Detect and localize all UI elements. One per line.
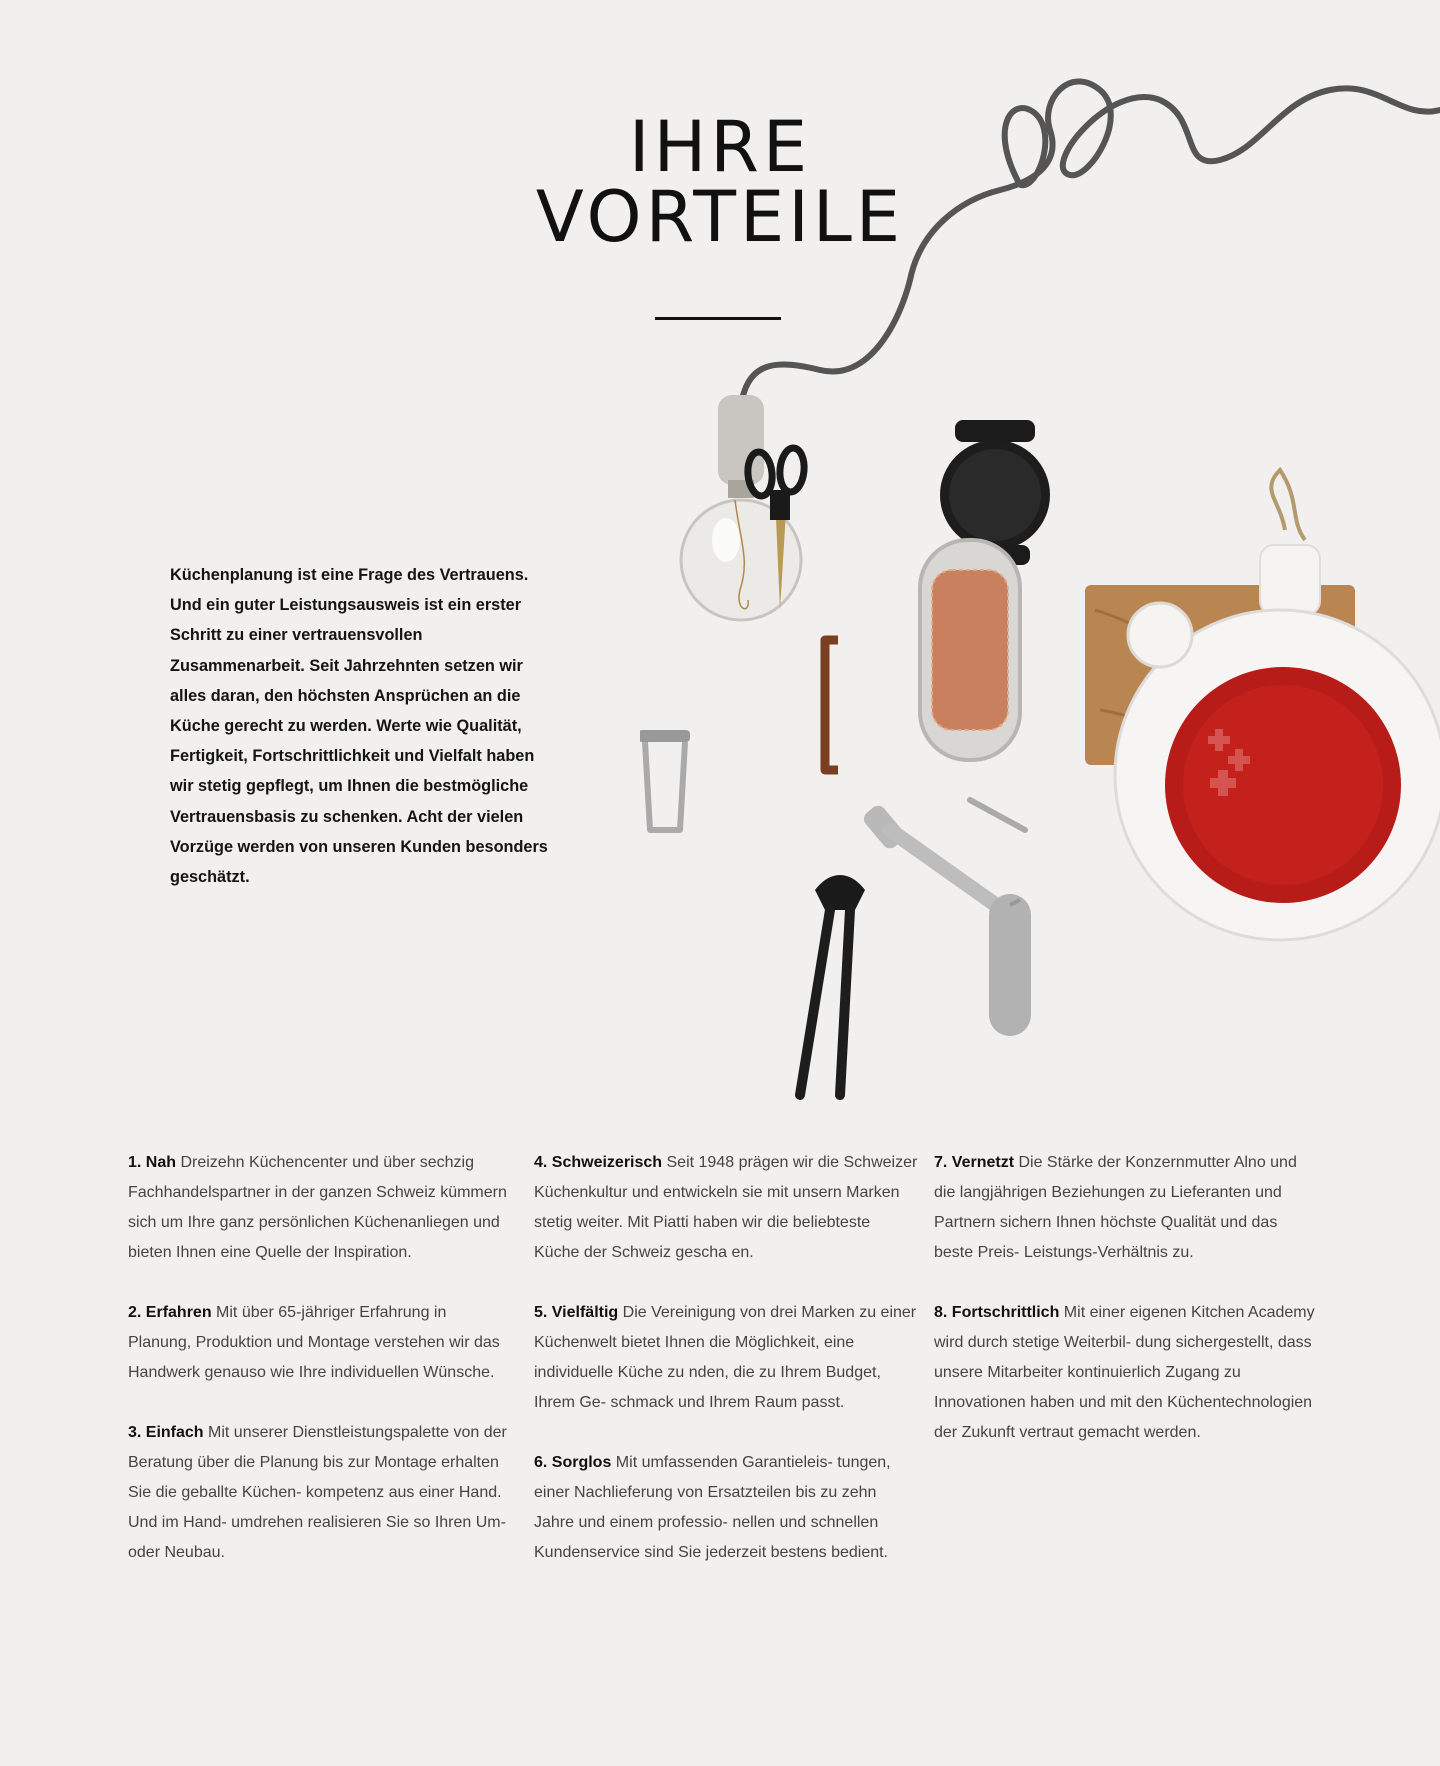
peeler bbox=[640, 730, 690, 830]
benefit-item bbox=[128, 1418, 513, 1568]
pincers bbox=[800, 875, 865, 1095]
benefit-heading: 3. Einfach bbox=[128, 1424, 204, 1441]
ceramic-cup bbox=[1128, 603, 1192, 667]
benefit-item bbox=[534, 1148, 919, 1268]
kitchen-objects-photo bbox=[640, 70, 1440, 1110]
benefit-item bbox=[128, 1298, 513, 1388]
benefit-heading: 1. Nah bbox=[128, 1154, 177, 1171]
benefit-item bbox=[128, 1148, 513, 1268]
benefit-text: Dreizehn Küchencenter und über sechzig Fachhandelspartner in der ganzen Schweiz kümmern sich um Ihre ganz persönlichen Küchenanliegen und bieten Ihnen eine Quelle der Inspiration. bbox=[128, 1154, 507, 1261]
benefits-column-1 bbox=[128, 1148, 513, 1598]
benefit-heading: 5. Vielfältig bbox=[534, 1304, 619, 1321]
red-plate bbox=[1165, 667, 1401, 903]
cabinet-handle bbox=[825, 640, 838, 770]
benefit-heading: 2. Erfahren bbox=[128, 1304, 212, 1321]
page-title-line-1: IHRE bbox=[628, 106, 812, 188]
benefit-heading: 4. Schweizerisch bbox=[534, 1154, 663, 1171]
benefit-heading: 7. Vernetzt bbox=[934, 1154, 1015, 1171]
benefit-text: Mit einer eigenen Kitchen Academy wird durch stetige Weiterbil- dung sichergestellt, dass unsere Mitarbeiter kontinuierlich Zugang zu Innovationen haben und mit den Küchentechnologien der Zukunft vertraut gemacht werden. bbox=[934, 1304, 1315, 1441]
benefit-text: Mit umfassenden Garantieleis- tungen, einer Nachlieferung von Ersatzteilen bis zu zehn Jahre und einem professio- nellen und schnellen Kundenservice sind Sie jederzeit bestens bedient. bbox=[534, 1454, 891, 1561]
benefits-column-2 bbox=[534, 1148, 919, 1598]
benefit-text: Mit über 65-jähriger Erfahrung in Planung, Produktion und Montage verstehen wir das Handwerk genauso wie Ihre individuellen Wünsche. bbox=[128, 1304, 500, 1381]
benefit-item bbox=[534, 1448, 919, 1568]
benefit-heading: 6. Sorglos bbox=[534, 1454, 612, 1471]
sponge-dish bbox=[920, 540, 1020, 760]
benefit-text: Mit unserer Dienstleistungspalette von der Beratung über die Planung bis zur Montage erhalten Sie die geballte Küchen- kompetenz aus einer Hand. Und im Hand- umdrehen realisieren Sie so Ihren Um- oder Neubau. bbox=[128, 1424, 507, 1561]
benefit-heading: 8. Fortschrittlich bbox=[934, 1304, 1060, 1321]
benefit-text: Seit 1948 prägen wir die Schweizer Küchenkultur und entwickeln sie mit unsern Marken stetig weiter. Mit Piatti haben wir die beliebteste Küche der Schweiz gescha en. bbox=[534, 1154, 918, 1261]
kitchen-faucet bbox=[861, 800, 1025, 1015]
benefits-column-3 bbox=[934, 1148, 1319, 1478]
benefit-text: Die Vereinigung von drei Marken zu einer Küchenwelt bietet Ihnen die Möglichkeit, eine individuelle Küche zu nden, die zu Ihrem Budget, Ihrem Ge- schmack und Ihrem Raum passt. bbox=[534, 1304, 917, 1411]
page-title-line-2: VORTEILE bbox=[535, 176, 905, 258]
intro-paragraph: Küchenplanung ist eine Frage des Vertrauens. Und ein guter Leistungsausweis ist ein erster Schritt zu einer vertrauensvollen Zusammenarbeit. Seit Jahrzehnten setzen wir alles daran, den höchsten Ansprüchen an die Küche gerecht zu werden. Werte wie Qualität, Fertigkeit, Fortschrittlichkeit und Vielfalt haben wir stetig gepflegt, um Ihnen die bestmögliche Vertrauensbasis zu schenken. Acht der vielen Vorzüge werden von unseren Kunden besonders geschätzt. bbox=[170, 566, 548, 887]
benefit-item bbox=[534, 1298, 919, 1418]
benefit-item bbox=[934, 1148, 1319, 1268]
benefit-item bbox=[934, 1298, 1319, 1448]
lamp-socket bbox=[718, 395, 764, 485]
benefit-text: Die Stärke der Konzernmutter Alno und die langjährigen Beziehungen zu Lieferanten und Partnern sichern Ihnen höchste Qualität und das beste Preis- Leistungs-Verhältnis zu. bbox=[934, 1154, 1297, 1261]
lamp-cable bbox=[742, 81, 1440, 400]
